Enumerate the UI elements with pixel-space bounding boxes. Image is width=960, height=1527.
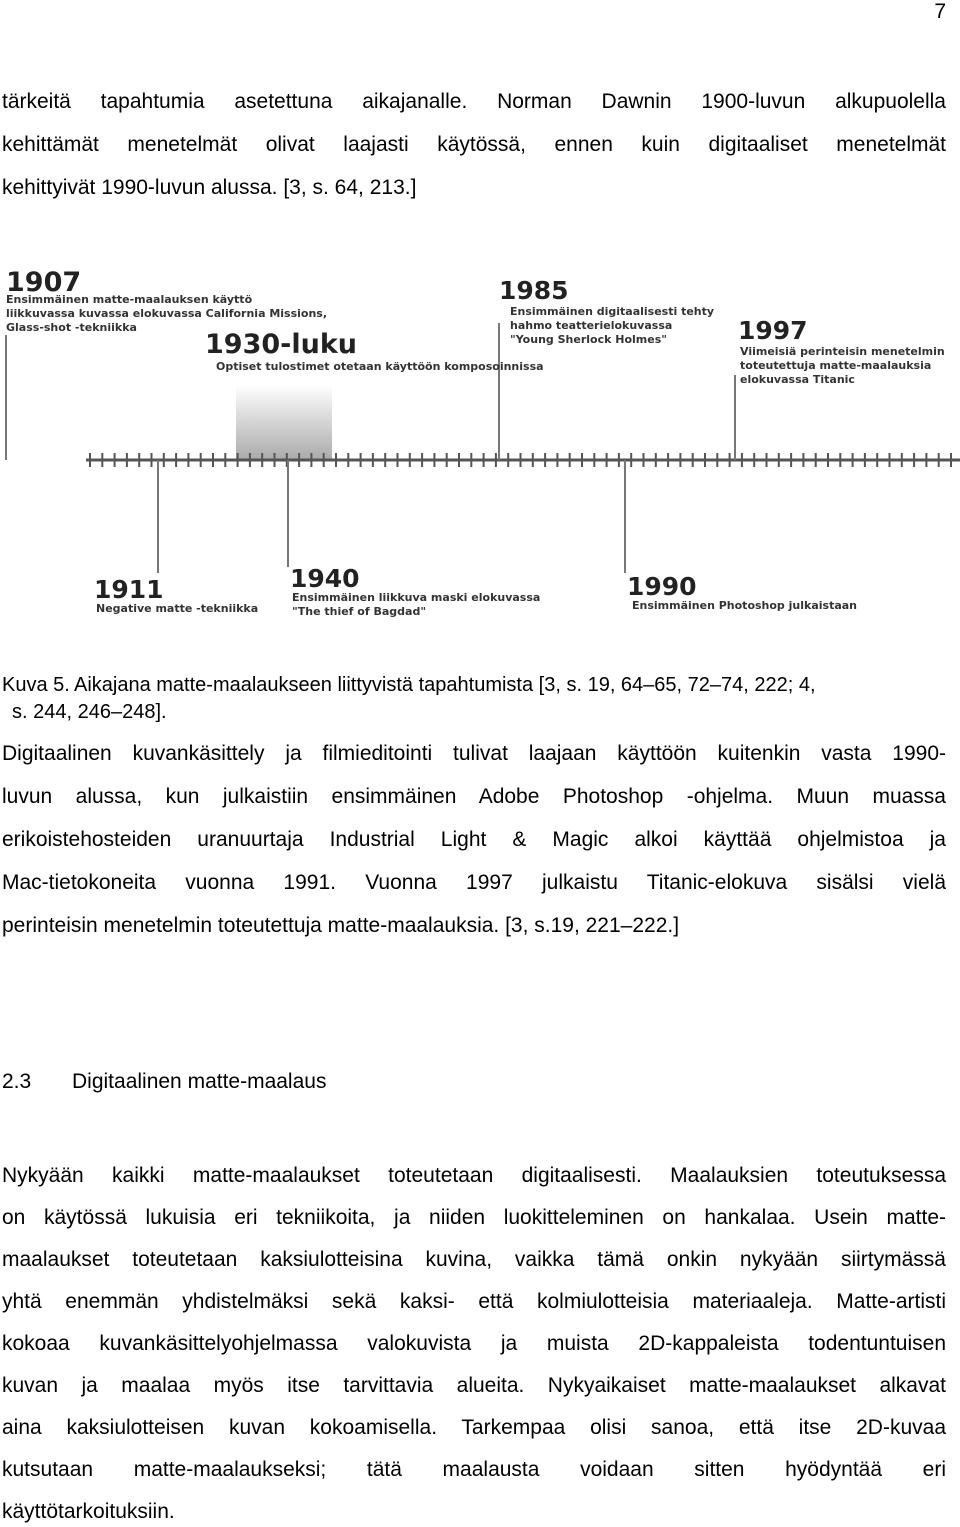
event-1985-desc-1: Ensimmäinen digitaalisesti tehty <box>510 305 715 318</box>
para2-line-1: Digitaalinen kuvankäsittely ja filmieditointi tulivat laajaan käyttöön kuitenkin vasta 1990- <box>2 742 946 765</box>
event-1997-year: 1997 <box>738 316 808 345</box>
event-1907-desc-3: Glass-shot -tekniikka <box>6 321 137 334</box>
intro-line-1: tärkeitä tapahtumia asetettuna aikajanalle. Norman Dawnin 1900-luvun alkupuolella <box>2 90 946 113</box>
event-1990-desc-1: Ensimmäinen Photoshop julkaistaan <box>632 599 858 612</box>
figure-caption <box>2 672 952 699</box>
event-1930s-desc-1: Optiset tulostimet otetaan käyttöön komposoinnissa <box>216 360 544 373</box>
event-1930s-year: 1930-luku <box>205 329 358 360</box>
event-1997-desc-1: Viimeisiä perinteisin menetelmin <box>740 345 945 358</box>
para3-line-2: on käytössä lukuisia eri tekniikoita, ja niiden luokitteleminen on hankalaa. Usein matte- <box>2 1206 946 1229</box>
caption-line-2: s. 244, 246–248]. <box>12 701 167 723</box>
para3-line-7: aina kaksiulotteisen kuvan kokoamisella. Tarkempaa olisi sanoa, että itse 2D-kuvaa <box>2 1416 946 1439</box>
para3-line-8: kutsutaan matte-maalaukseksi; tätä maalausta voidaan sitten hyödyntää eri <box>2 1458 946 1481</box>
event-1940-desc-1: Ensimmäinen liikkuva maski elokuvassa <box>292 591 541 604</box>
event-1907-desc-2: liikkuvassa kuvassa elokuvassa California Missions, <box>6 307 328 320</box>
section-title: Digitaalinen matte-maalaus <box>72 1070 327 1093</box>
event-1907-desc-1: Ensimmäinen matte-maalauksen käyttö <box>6 293 253 306</box>
event-1911-year: 1911 <box>94 575 164 604</box>
event-1907-year: 1907 <box>6 267 82 298</box>
event-1997-desc-2: toteutettuja matte-maalauksia <box>740 359 932 372</box>
para2-line-2: luvun alussa, kun julkaistiin ensimmäinen Adobe Photoshop -ohjelma. Muun muassa <box>2 785 946 808</box>
event-1940-year: 1940 <box>290 564 360 593</box>
event-1985-year: 1985 <box>499 276 569 305</box>
intro-line-3: kehittyivät 1990-luvun alussa. [3, s. 64, 213.] <box>2 176 417 199</box>
page-number: 7 <box>934 0 946 23</box>
event-1990-year: 1990 <box>627 572 697 601</box>
para3-line-1: Nykyään kaikki matte-maalaukset toteutetaan digitaalisesti. Maalauksien toteutuksessa <box>2 1164 946 1187</box>
timeline-figure <box>0 255 960 635</box>
caption-line-1: Aikajana matte-maalaukseen liittyvistä tapahtumista [3, s. 19, 64–65, 72–74, 222; 4, <box>74 674 816 696</box>
para2-line-3: erikoistehosteiden uranuurtaja Industrial Light & Magic alkoi käyttää ohjelmistoa ja <box>2 828 946 851</box>
event-1940-desc-2: "The thief of Bagdad" <box>292 605 427 618</box>
event-1911-desc-1: Negative matte -tekniikka <box>96 602 259 615</box>
caption-label: Kuva 5. <box>2 674 70 696</box>
intro-line-2: kehittämät menetelmät olivat laajasti käytössä, ennen kuin digitaaliset menetelmät <box>2 133 946 156</box>
para2-line-4: Mac-tietokoneita vuonna 1991. Vuonna 1997 julkaistu Titanic-elokuva sisälsi vielä <box>2 871 946 894</box>
para3-line-3: maalaukset toteutetaan kaksiulotteisina kuvina, vaikka tämä onkin nykyään siirtymässä <box>2 1248 946 1271</box>
para3-line-6: kuvan ja maalaa myös itse tarvittavia alueita. Nykyaikaiset matte-maalaukset alkavat <box>2 1374 946 1397</box>
para2-line-5: perinteisin menetelmin toteutettuja matte-maalauksia. [3, s.19, 221–222.] <box>2 914 680 937</box>
section-number: 2.3 <box>2 1070 32 1093</box>
para3-line-5: kokoaa kuvankäsittelyohjelmassa valokuvista ja muista 2D-kappaleista todentuntuisen <box>2 1332 946 1355</box>
para3-line-4: yhtä enemmän yhdistelmäksi sekä kaksi- että kolmiulotteisia materiaaleja. Matte-artisti <box>2 1290 946 1313</box>
decade-1930s-band <box>236 385 332 461</box>
para3-line-9: käyttötarkoituksiin. <box>2 1500 175 1523</box>
section-heading <box>2 1070 326 1094</box>
event-1985-desc-3: "Young Sherlock Holmes" <box>510 333 667 346</box>
event-1997-desc-3: elokuvassa Titanic <box>740 373 855 386</box>
event-1985-desc-2: hahmo teatterielokuvassa <box>510 319 673 332</box>
